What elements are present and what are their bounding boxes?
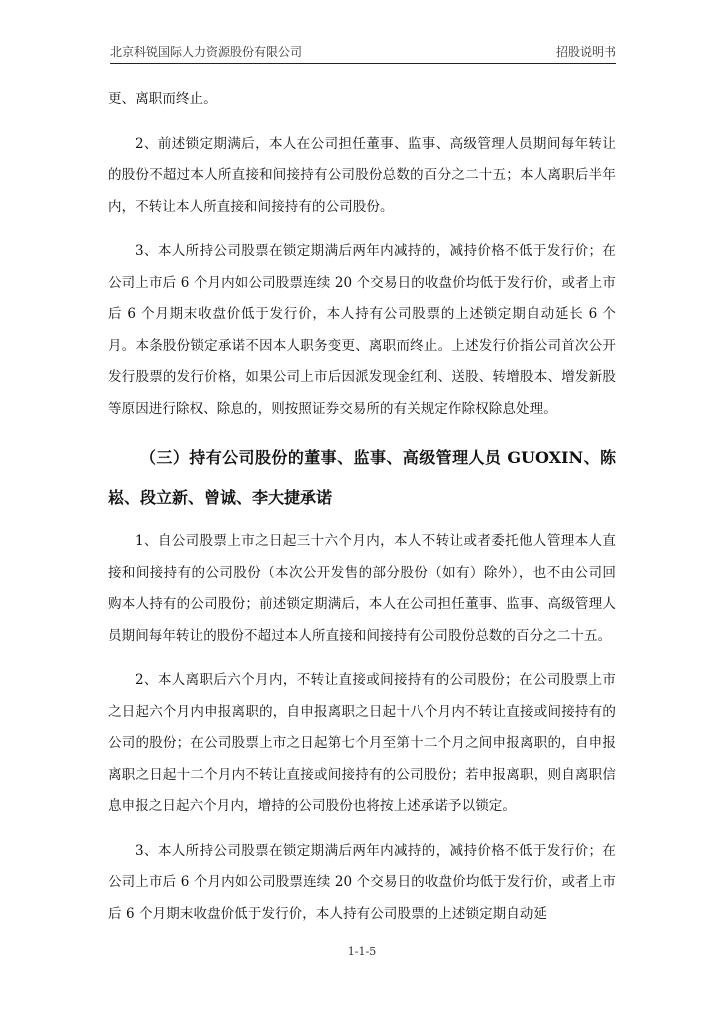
paragraph-item-1-thirty-six-months: 1、自公司股票上市之日起三十六个月内，本人不转让或者委托他人管理本人直接和间接持有的公司股份（本次公开发售的部分股份（如有）除外），也不由公司回购本人持有的公司股份；前述锁定期满后，本人在公司担任董事、监事、高级管理人员期间每年转让的股份不超过本人所直接和间接持有公司股份总数的百分之二十五。 xyxy=(108,533,616,644)
header-company-name: 北京科锐国际人力资源股份有限公司 xyxy=(110,45,303,59)
header-document-type: 招股说明书 xyxy=(555,45,616,59)
paragraph-item-2-resignation: 2、本人离职后六个月内，不转让直接或间接持有的公司股份；在公司股票上市之日起六个月内申报离职的，自申报离职之日起十八个月内不转让直接或间接持有的公司的股份；在公司股票上市之日起第七个月至第十二个月之间申报离职的，自申报离职之日起十二个月内不转让直接或间接持有的公司股份；若申报离职，则自离职信息申报之日起六个月内，增持的公司股份也将按上述承诺予以锁定。 xyxy=(108,672,616,814)
paragraph-item-3-reduction-price: 3、本人所持公司股票在锁定期满后两年内减持的，减持价格不低于发行价；在公司上市后 6 个月内如公司股票连续 20 个交易日的收盘价均低于发行价，或者上市后 6 个月期末收盘价低于发行价，本人持有公司股票的上述锁定期自动延长 6 个月。本条股份锁定承诺不因本人职务变更、离职而终止。上述发行价指公司首次公开发行股票的发行价格，如果公司上市后因派发现金红利、送股、转增股本、增发新股等原因进行除权、除息的，则按照证券交易所的有关规定作除权除息处理。 xyxy=(108,243,616,417)
page-number: 1-1-5 xyxy=(347,945,377,958)
paragraph-item-3-reduction-price-repeat: 3、本人所持公司股票在锁定期满后两年内减持的，减持价格不低于发行价；在公司上市后 6 个月内如公司股票连续 20 个交易日的收盘价均低于发行价，或者上市后 6 个月期末收盘价低于发行价，本人持有公司股票的上述锁定期自动延 xyxy=(108,842,616,922)
paragraph-item-2-lockup-transfer: 2、前述锁定期满后，本人在公司担任董事、监事、高级管理人员期间每年转让的股份不超过本人所直接和间接持有公司股份总数的百分之二十五；本人离职后半年内，不转让本人所直接和间接持有的公司股份。 xyxy=(108,135,616,215)
document-body xyxy=(108,84,616,943)
section-heading: （三）持有公司股份的董事、监事、高级管理人员 GUOXIN、陈崧、段立新、曾诚、李大捷承诺 xyxy=(108,448,616,507)
paragraph-continuation: 更、离职而终止。 xyxy=(108,91,217,107)
page-header xyxy=(110,41,616,64)
